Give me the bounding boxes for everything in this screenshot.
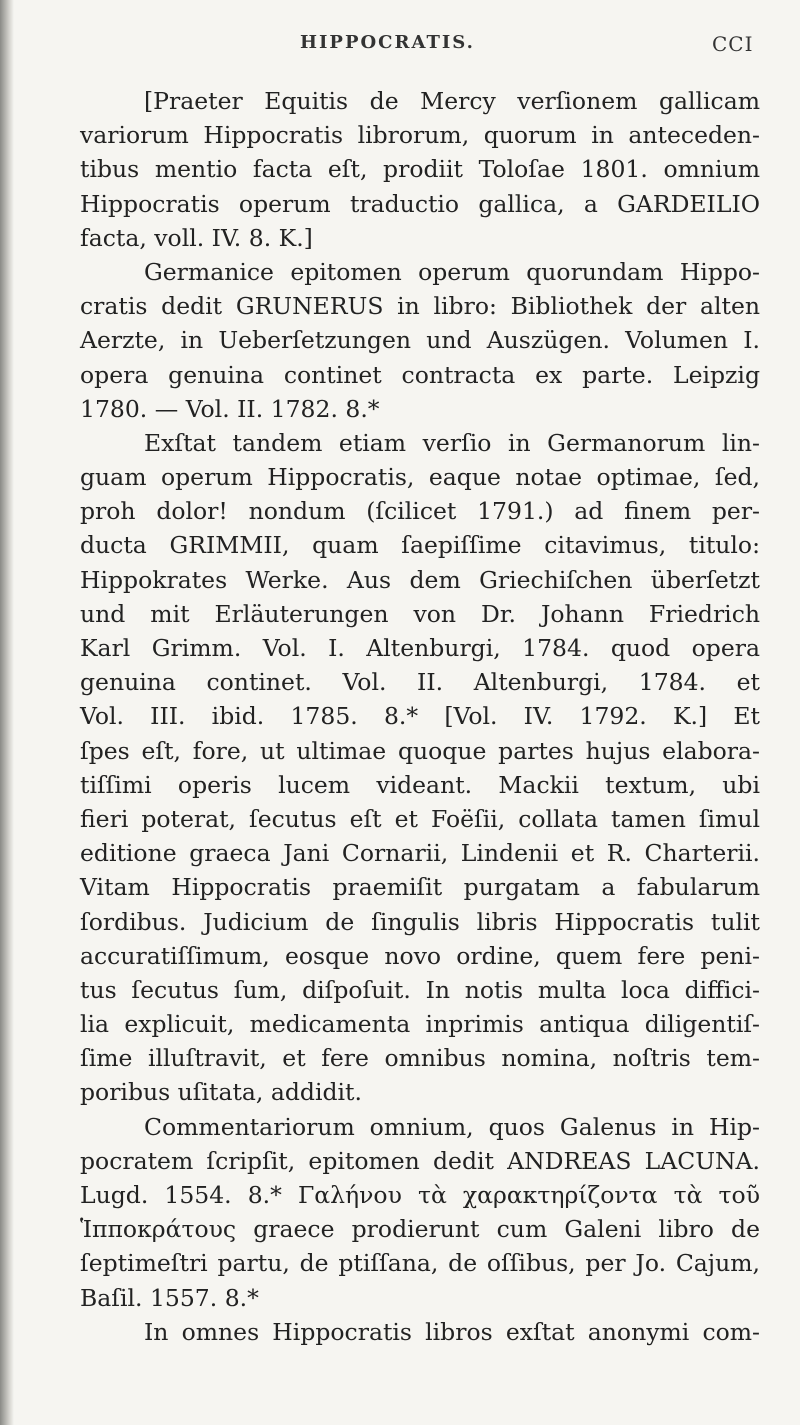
binding-gutter <box>0 0 14 1425</box>
text-line: proh dolor! nondum (ſcilicet 1791.) ad finem per- <box>80 497 760 526</box>
text-line: accuratiſſimum, eosque novo ordine, quem fere peni- <box>80 941 760 970</box>
text-line: Vitam Hippocratis praemiſit purgatam a fabularum <box>80 873 760 902</box>
text-line: Hippokrates Werke. Aus dem Griechiſchen überſetzt <box>80 565 760 594</box>
text-line: Baſil. 1557. 8.* <box>80 1283 259 1312</box>
text-line: poribus uſitata, addidit. <box>80 1078 362 1107</box>
text-line: Germanice epitomen operum quorundam Hippo- <box>144 257 760 286</box>
text-line: Commentariorum omnium, quos Galenus in Hip- <box>144 1112 760 1141</box>
text-line: pocratem ſcripſit, epitomen dedit ANDREAS LACUNA. <box>80 1146 760 1175</box>
text-line: variorum Hippocratis librorum, quorum in anteceden- <box>80 121 760 150</box>
text-line: ſime illuſtravit, et fere omnibus nomina, noſtris tem- <box>80 1044 760 1073</box>
text-line: opera genuina continet contracta ex parte. Leipzig <box>80 360 760 389</box>
text-line: ſpes eſt, fore, ut ultimae quoque partes hujus elabora- <box>80 736 760 765</box>
text-line: tus ſecutus ſum, diſpoſuit. In notis multa loca diffici- <box>80 975 760 1004</box>
text-line: Exſtat tandem etiam verſio in Germanorum lin- <box>144 428 760 457</box>
body-text <box>80 84 760 1349</box>
text-line: fieri poterat, ſecutus eſt et Foëſii, collata tamen ſimul <box>80 804 760 833</box>
page-number: CCI <box>712 32 754 56</box>
running-title: HIPPOCRATIS. <box>300 32 475 53</box>
text-line: und mit Erläuterungen von Dr. Johann Friedrich <box>80 599 760 628</box>
text-line: Lugd. 1554. 8.* Γαλήνου τὰ χαρακτηρίζοντα τὰ τοῦ <box>80 1181 760 1209</box>
text-line: lia explicuit, medicamenta inprimis antiqua diligentiſ- <box>80 1010 760 1039</box>
text-line: ducta GRIMMII, quam ſaepiſſime citavimus, titulo: <box>80 531 760 560</box>
text-line: facta, voll. IV. 8. K.] <box>80 223 313 252</box>
text-line: tiſſimi operis lucem videant. Mackii textum, ubi <box>80 770 760 799</box>
text-line: guam operum Hippocratis, eaque notae optimae, ſed, <box>80 463 760 492</box>
text-line: Vol. III. ibid. 1785. 8.* [Vol. IV. 1792. K.] Et <box>80 702 760 731</box>
text-line: tibus mentio facta eſt, prodiit Toloſae 1801. omnium <box>80 155 760 184</box>
text-line: ſordibus. Judicium de ſingulis libris Hippocratis tulit <box>80 907 760 936</box>
text-line: [Praeter Equitis de Mercy verſionem gallicam <box>144 87 760 115</box>
text-line: 1780. — Vol. II. 1782. 8.* <box>80 394 380 423</box>
text-line: cratis dedit GRUNERUS in libro: Bibliothek der alten <box>80 292 760 321</box>
text-line: genuina continet. Vol. II. Altenburgi, 1784. et <box>80 668 760 697</box>
text-line: Ἱπποκράτους graece prodierunt cum Galeni libro de <box>80 1215 760 1244</box>
text-line: In omnes Hippocratis libros exſtat anonymi com- <box>144 1317 760 1346</box>
text-line: editione graeca Jani Cornarii, Lindenii et R. Charterii. <box>80 839 760 868</box>
text-line: Aerzte, in Ueberſetzungen und Auszügen. Volumen I. <box>80 326 760 355</box>
text-line: Karl Grimm. Vol. I. Altenburgi, 1784. quod opera <box>80 634 760 662</box>
page-header <box>0 30 800 60</box>
text-line: Hippocratis operum traductio gallica, a GARDEILIO <box>80 189 760 218</box>
text-line: ſeptimeſtri partu, de ptiſſana, de oſſibus, per Jo. Cajum, <box>80 1249 760 1278</box>
